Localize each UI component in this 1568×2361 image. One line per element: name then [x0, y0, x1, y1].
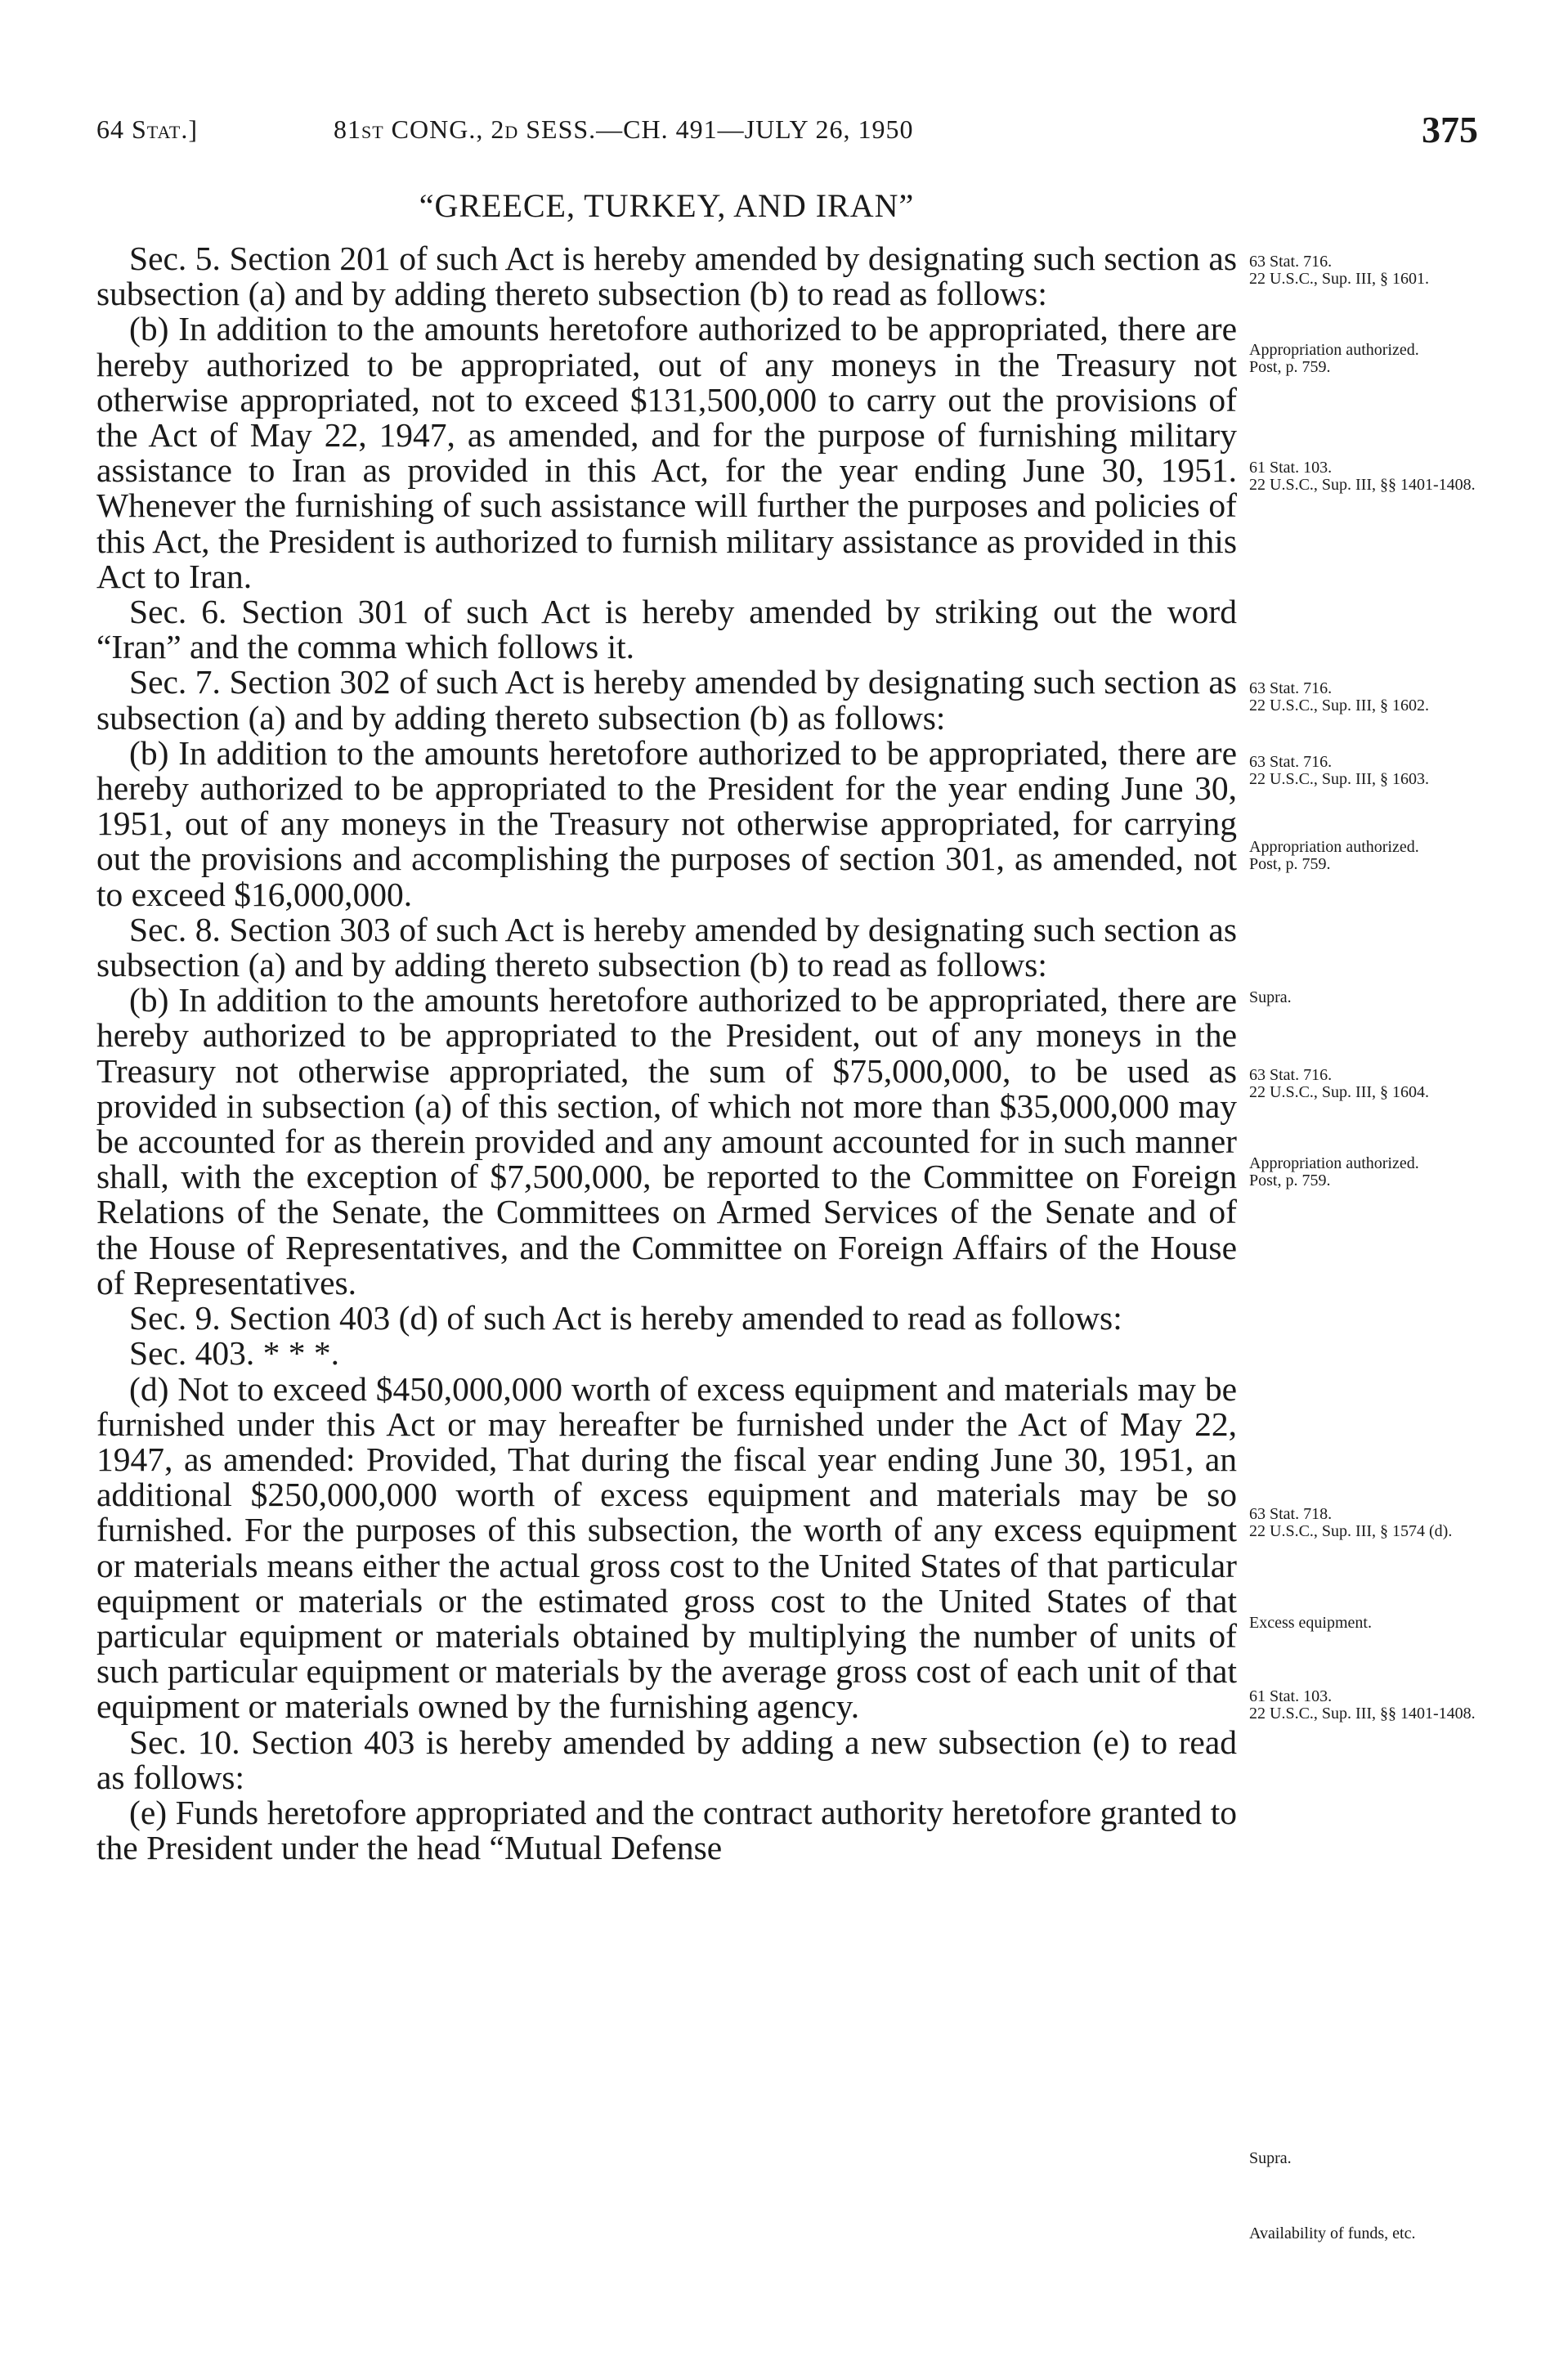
paragraph-sec-5-b: (b) In addition to the amounts heretofore authorized to be appropriated, there are hereby authorized to be appropriated, out of any moneys in the Treasury not otherwise appropriated, not to exceed $131,500,000 to carry out the provisions of the Act of May 22, 1947, as amended, and for the purpose of furnishing military assistance to Iran as provided in this Act, for the year ending June 30, 1951. Whenever the furnishing of such assistance will further the purposes and policies of this Act, the President is authorized to furnish military assistance as provided in this Act to Iran. — [96, 310, 1237, 595]
paragraph-sec-7: Sec. 7. Section 302 of such Act is hereby amended by designating such section as subsection (a) and by adding thereto subsection (b) as follows: — [96, 663, 1237, 737]
margin-note: 61 Stat. 103. 22 U.S.C., Sup. III, §§ 1401-1408. — [1249, 1687, 1476, 1723]
margin-note: 63 Stat. 716. 22 U.S.C., Sup. III, § 1601. — [1249, 253, 1430, 288]
header-session: 81st CONG., 2d SESS.—CH. 491—JULY 26, 1950 — [334, 114, 914, 144]
margin-note: Appropriation authorized. Post, p. 759. — [1249, 1154, 1419, 1189]
margin-note: 63 Stat. 716. 22 U.S.C., Sup. III, § 1602. — [1249, 679, 1430, 715]
margin-note: Excess equipment. — [1249, 1614, 1372, 1632]
paragraph-sec-403-d: (d) Not to exceed $450,000,000 worth of excess equipment and materials may be furnished under this Act or may hereafter be furnished under the Act of May 22, 1947, as amended: Provided, That during the fiscal year ending June 30, 1951, an additional $250,000,000 worth of excess equipment and materials may be so furnished. For the purposes of this subsection, the worth of any excess equipment or materials means either the actual gross cost to the United States of that particular equipment or materials or the estimated gross cost to the United States of that particular equipment or materials obtained by multiplying the number of units of such particular equipment or materials by the average gross cost of each unit of that equipment or materials owned by the furnishing agency. — [96, 1369, 1237, 1726]
margin-note: 63 Stat. 718. 22 U.S.C., Sup. III, § 1574 (d). — [1249, 1505, 1453, 1540]
paragraph-sec-8: Sec. 8. Section 303 of such Act is hereby amended by designating such section as subsection (a) and by adding thereto subsection (b) to read as follows: — [96, 910, 1237, 984]
paragraph-sec-403: Sec. 403. * * *. — [129, 1334, 340, 1373]
paragraph-sec-10: Sec. 10. Section 403 is hereby amended by adding a new subsection (e) to read as follows: — [96, 1723, 1237, 1796]
body-text — [96, 241, 1237, 1866]
section-title: “GREECE, TURKEY, AND IRAN” — [419, 187, 915, 224]
margin-note: 63 Stat. 716. 22 U.S.C., Sup. III, § 1604. — [1249, 1066, 1430, 1101]
paragraph-sec-8-b: (b) In addition to the amounts heretofore authorized to be appropriated, there are hereby authorized to be appropriated to the President, out of any moneys in the Treasury not otherwise appropriated, the sum of $75,000,000, to be used as provided in subsection (a) of this section, of which not more than $35,000,000 may be accounted for as therein provided and any amount accounted for in such manner shall, with the exception of $7,500,000, be reported to the Committee on Foreign Relations of the Senate, the Committees on Armed Services of the Senate and of the House of Representatives, and the Committee on Foreign Affairs of the House of Representatives. — [96, 981, 1237, 1301]
paragraph-sec-9: Sec. 9. Section 403 (d) of such Act is hereby amended to read as follows: — [129, 1299, 1122, 1337]
header-volume: 64 Stat.] — [96, 114, 199, 144]
margin-note: Supra. — [1249, 988, 1292, 1006]
paragraph-sec-5: Sec. 5. Section 201 of such Act is hereby amended by designating such section as subsection (a) and by adding thereto subsection (b) to read as follows: — [96, 240, 1237, 313]
margin-note: 61 Stat. 103. 22 U.S.C., Sup. III, §§ 1401-1408. — [1249, 459, 1476, 494]
margin-note: Appropriation authorized. Post, p. 759. — [1249, 838, 1419, 873]
page-header — [96, 109, 1478, 164]
margin-note: 63 Stat. 716. 22 U.S.C., Sup. III, § 1603. — [1249, 753, 1430, 788]
margin-note: Appropriation authorized. Post, p. 759. — [1249, 341, 1419, 376]
paragraph-sec-6: Sec. 6. Section 301 of such Act is hereby amended by striking out the word “Iran” and the comma which follows it. — [96, 593, 1237, 666]
paragraph-sec-10-e: (e) Funds heretofore appropriated and the contract authority heretofore granted to the President under the head “Mutual Defense — [96, 1793, 1237, 1867]
page-number: 375 — [1422, 109, 1478, 150]
margin-note: Availability of funds, etc. — [1249, 2224, 1416, 2242]
margin-note: Supra. — [1249, 2149, 1292, 2167]
paragraph-sec-7-b: (b) In addition to the amounts heretofore authorized to be appropriated, there are hereby authorized to be appropriated to the President for the year ending June 30, 1951, out of any moneys in the Treasury not otherwise appropriated, for carrying out the provisions and accomplishing the purposes of section 301, as amended, not to exceed $16,000,000. — [96, 733, 1237, 913]
